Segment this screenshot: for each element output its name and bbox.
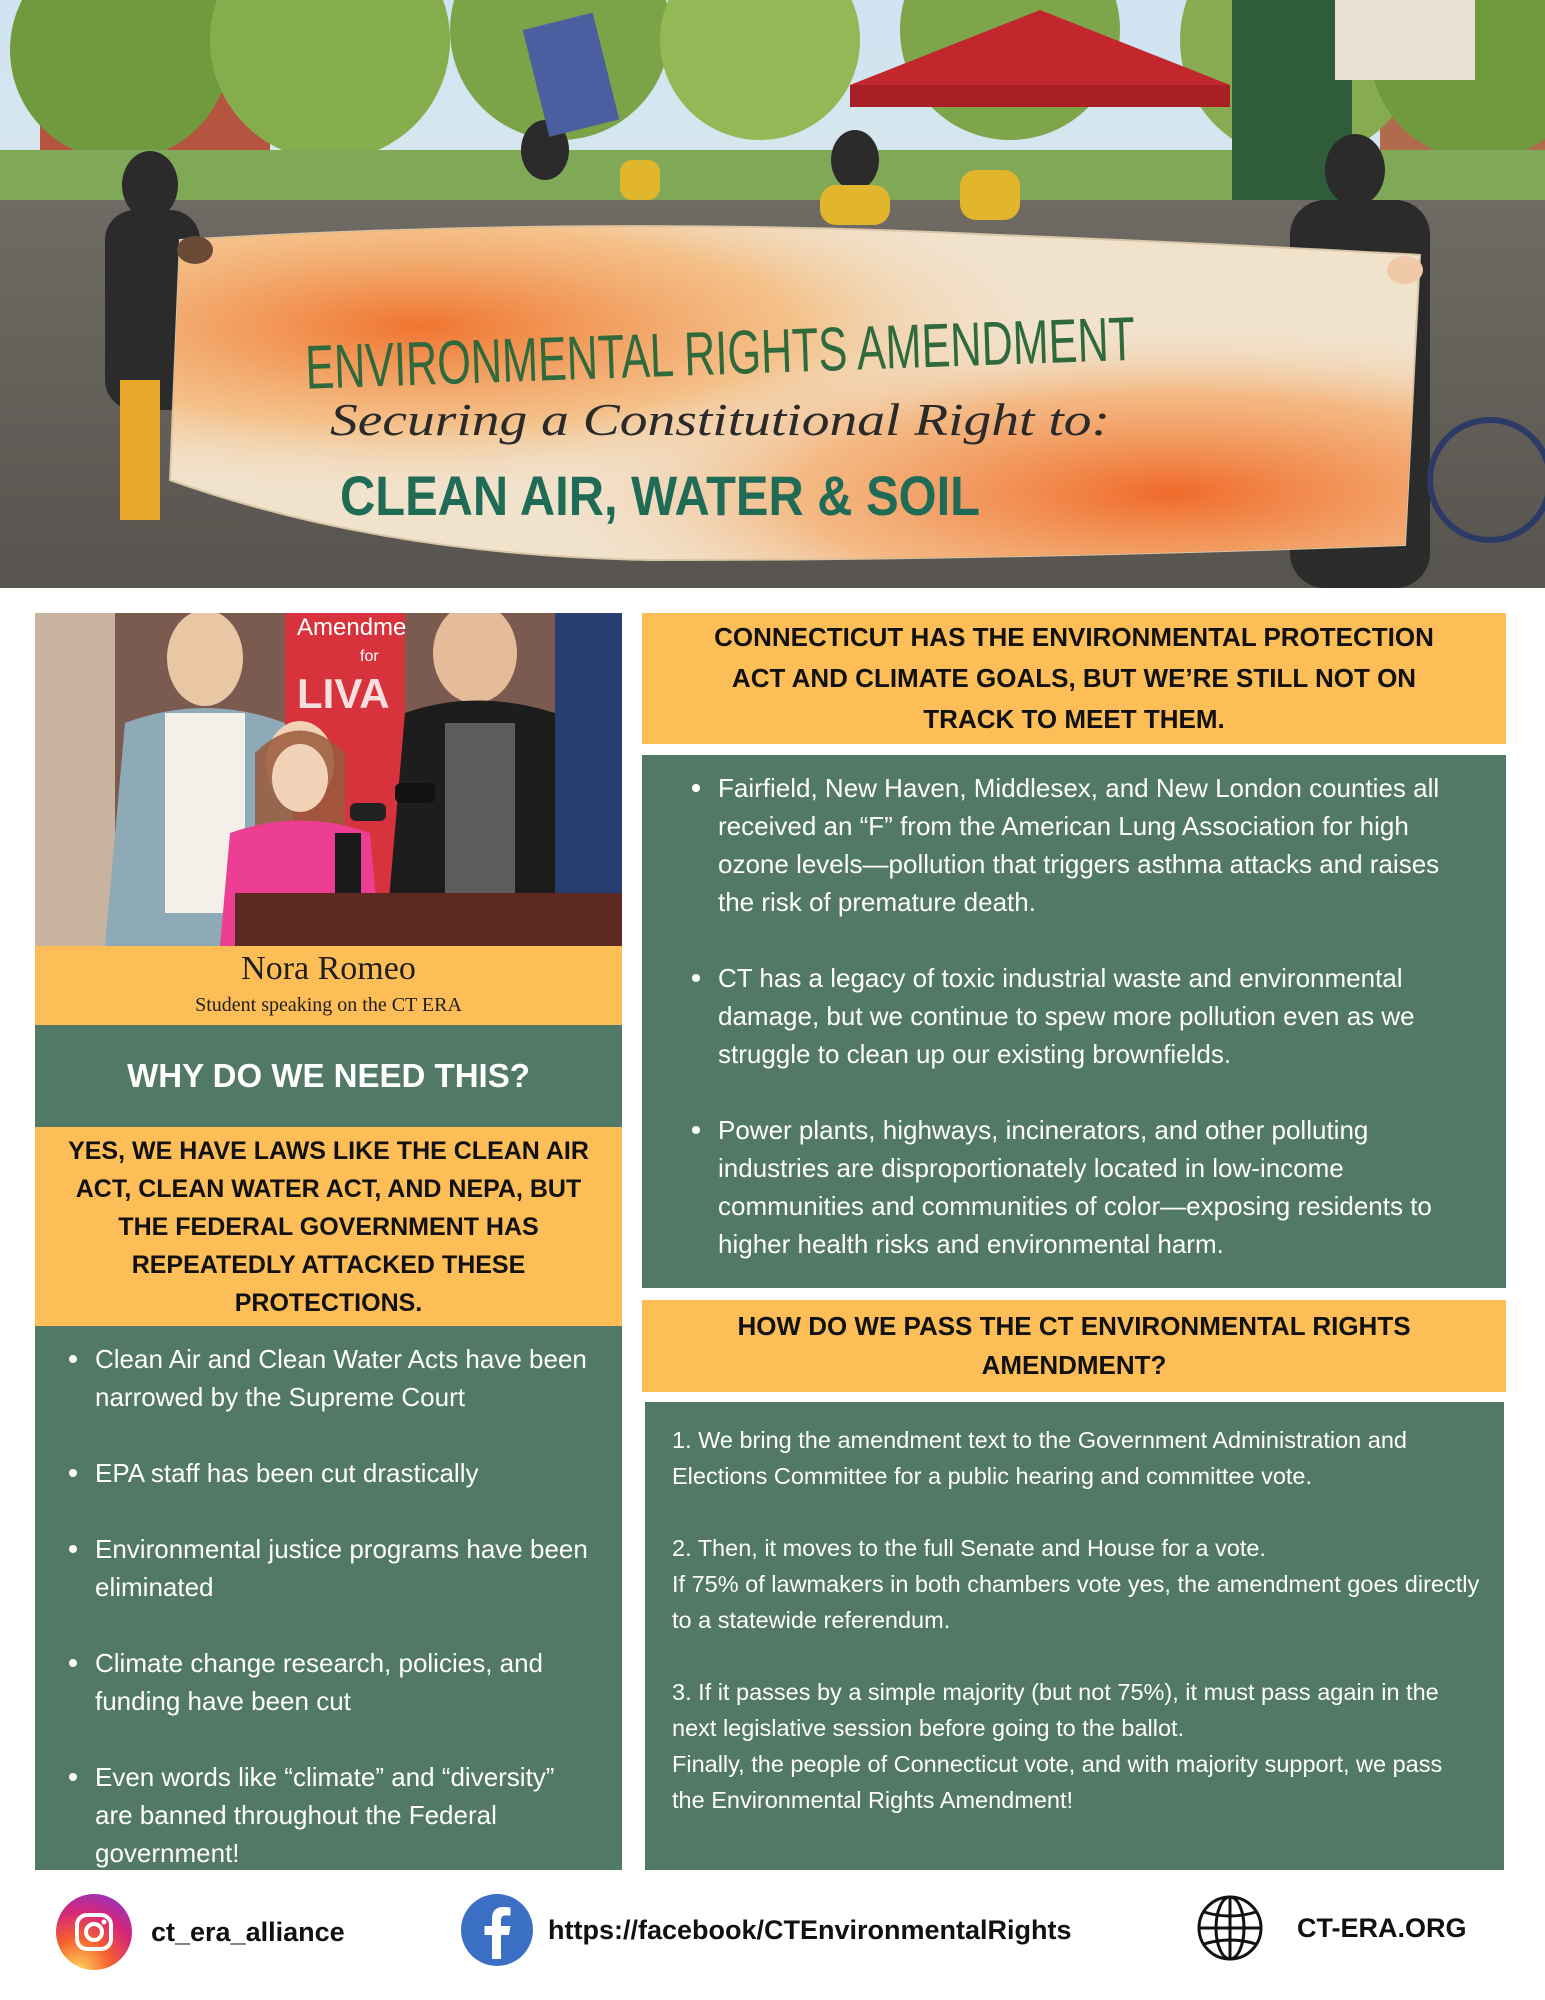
facebook-icon xyxy=(460,1893,534,1967)
how-heading: HOW DO WE PASS THE CT ENVIRONMENTAL RIGHTS AMENDMENT? xyxy=(737,1311,1411,1380)
why-subheading: YES, WE HAVE LAWS LIKE THE CLEAN AIR ACT, CLEAN WATER ACT, AND NEPA, BUT THE FEDERAL GOVERNMENT HAS REPEATEDLY ATTACKED THESE PROTECTIONS. xyxy=(68,1136,589,1317)
list-item: Environmental justice programs have been eliminated xyxy=(95,1530,592,1606)
speaker-subtitle: Student speaking on the CT ERA xyxy=(195,994,462,1016)
step-3: 3. If it passes by a simple majority (but not 75%), it must pass again in the next legislative session before going to the ballot. xyxy=(672,1679,1439,1741)
ct-list xyxy=(718,769,1476,1263)
step-3-detail: Finally, the people of Connecticut vote, and with majority support, we pass the Environmental Rights Amendment! xyxy=(672,1751,1443,1813)
speaker-photo xyxy=(35,613,622,946)
facebook-url[interactable]: https://facebook/CTEnvironmentalRights xyxy=(548,1914,1072,1945)
hero-photo xyxy=(0,0,1545,588)
globe-icon xyxy=(1195,1893,1265,1963)
step-2: 2. Then, it moves to the full Senate and House for a vote. xyxy=(672,1535,1266,1561)
ct-heading: CONNECTICUT HAS THE ENVIRONMENTAL PROTECTION ACT AND CLIMATE GOALS, BUT WE’RE STILL NOT ON TRACK TO MEET THEM. xyxy=(714,622,1434,734)
why-list-box xyxy=(35,1326,622,1870)
speaker-name: Nora Romeo xyxy=(241,950,416,987)
banner-line3: CLEAN AIR, WATER & SOIL xyxy=(340,464,980,527)
step-2-detail: If 75% of lawmakers in both chambers vote yes, the amendment goes directly to a statewide referendum. xyxy=(672,1571,1480,1633)
list-item: CT has a legacy of toxic industrial waste and environmental damage, but we continue to spew more pollution even as we struggle to clean up our existing brownfields. xyxy=(718,959,1476,1073)
instagram-link[interactable] xyxy=(55,1893,345,1971)
website-url[interactable]: CT-ERA.ORG xyxy=(1297,1912,1467,1943)
list-item: Clean Air and Clean Water Acts have been narrowed by the Supreme Court xyxy=(95,1340,592,1416)
backdrop-text: Amendme xyxy=(297,614,407,641)
why-heading: WHY DO WE NEED THIS? xyxy=(127,1057,530,1094)
list-item: Climate change research, policies, and funding have been cut xyxy=(95,1644,592,1720)
backdrop-word: LIVA xyxy=(297,670,390,717)
instagram-icon xyxy=(55,1893,133,1971)
why-heading-box xyxy=(35,1025,622,1127)
ct-heading-box xyxy=(642,613,1506,744)
list-item: Even words like “climate” and “diversity” are banned throughout the Federal government! xyxy=(95,1758,592,1872)
photo-caption xyxy=(35,946,622,1025)
list-item: EPA staff has been cut drastically xyxy=(95,1454,592,1492)
step-1: 1. We bring the amendment text to the Government Administration and Elections Committee for a public hearing and committee vote. xyxy=(672,1427,1407,1489)
list-item: Power plants, highways, incinerators, and other polluting industries are disproportionately located in low-income communities and communities of color—exposing residents to higher health risks and environmental harm. xyxy=(718,1111,1476,1263)
list-item: Fairfield, New Haven, Middlesex, and New London counties all received an “F” from the American Lung Association for high ozone levels—pollution that triggers asthma attacks and raises the risk of premature death. xyxy=(718,769,1476,921)
instagram-handle[interactable]: ct_era_alliance xyxy=(151,1916,345,1947)
steps-box xyxy=(645,1402,1504,1870)
why-list xyxy=(95,1340,592,1872)
website-link[interactable] xyxy=(1195,1893,1467,1963)
backdrop-sub: for xyxy=(360,648,379,665)
banner-line2: Securing a Constitutional Right to: xyxy=(330,394,1110,445)
why-subheading-box xyxy=(35,1127,622,1326)
banner-line1: ENVIRONMENTAL RIGHTS AMENDMENT xyxy=(304,292,1498,403)
facebook-link[interactable] xyxy=(460,1893,1072,1967)
ct-list-box xyxy=(642,755,1506,1288)
how-heading-box xyxy=(642,1300,1506,1392)
